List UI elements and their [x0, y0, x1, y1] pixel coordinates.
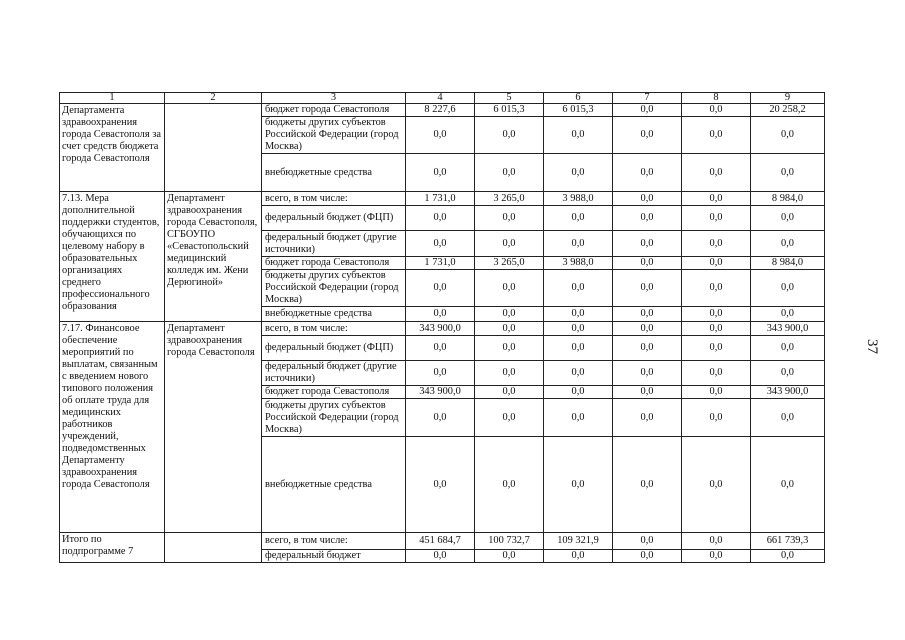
value-cell: 0,0	[406, 231, 475, 257]
value-cell: 0,0	[544, 322, 613, 336]
value-cell: 0,0	[682, 117, 751, 154]
value-cell: 0,0	[613, 270, 682, 307]
value-cell: 0,0	[682, 104, 751, 117]
value-cell: 0,0	[682, 399, 751, 437]
entity-cell: 7.17. Финансовое обеспечение мероприятий по выплатам, связанным с введением нового типового положения об оплате труда для медицинских работников учреждений, подведомственных Департаменту здравоохранения города Севастополя	[60, 322, 165, 533]
value-cell: 100 732,7	[475, 533, 544, 550]
value-cell: 0,0	[475, 361, 544, 386]
funding-source-cell: внебюджетные средства	[262, 437, 406, 533]
value-cell: 0,0	[544, 437, 613, 533]
value-cell: 0,0	[475, 206, 544, 231]
funding-source-cell: внебюджетные средства	[262, 154, 406, 192]
value-cell: 0,0	[682, 322, 751, 336]
funding-source-cell: федеральный бюджет (другие источники)	[262, 361, 406, 386]
value-cell: 0,0	[406, 437, 475, 533]
value-cell: 0,0	[751, 270, 825, 307]
value-cell: 343 900,0	[751, 322, 825, 336]
value-cell: 8 984,0	[751, 192, 825, 206]
value-cell: 0,0	[751, 361, 825, 386]
executor-cell	[165, 533, 262, 563]
table-row	[60, 322, 825, 336]
column-header: 3	[262, 93, 406, 104]
budget-table	[59, 92, 825, 563]
value-cell: 0,0	[475, 154, 544, 192]
column-header: 7	[613, 93, 682, 104]
value-cell: 0,0	[406, 399, 475, 437]
funding-source-cell: бюджеты других субъектов Российской Федерации (город Москва)	[262, 270, 406, 307]
value-cell: 0,0	[613, 231, 682, 257]
funding-source-cell: всего, в том числе:	[262, 322, 406, 336]
funding-source-cell: всего, в том числе:	[262, 533, 406, 550]
funding-source-cell: бюджет города Севастополя	[262, 386, 406, 399]
value-cell: 0,0	[475, 336, 544, 361]
value-cell: 451 684,7	[406, 533, 475, 550]
funding-source-cell: федеральный бюджет	[262, 550, 406, 563]
value-cell: 0,0	[544, 399, 613, 437]
value-cell: 0,0	[613, 307, 682, 322]
value-cell: 0,0	[475, 231, 544, 257]
value-cell: 0,0	[613, 386, 682, 399]
funding-source-cell: всего, в том числе:	[262, 192, 406, 206]
value-cell: 0,0	[613, 336, 682, 361]
value-cell: 0,0	[613, 192, 682, 206]
value-cell: 0,0	[751, 336, 825, 361]
column-header: 6	[544, 93, 613, 104]
value-cell: 0,0	[682, 206, 751, 231]
value-cell: 0,0	[682, 307, 751, 322]
value-cell: 0,0	[544, 270, 613, 307]
value-cell: 0,0	[475, 399, 544, 437]
value-cell: 0,0	[682, 257, 751, 270]
value-cell: 0,0	[613, 257, 682, 270]
value-cell: 3 988,0	[544, 192, 613, 206]
value-cell: 0,0	[406, 154, 475, 192]
value-cell: 0,0	[406, 206, 475, 231]
value-cell: 0,0	[475, 550, 544, 563]
funding-source-cell: внебюджетные средства	[262, 307, 406, 322]
value-cell: 343 900,0	[406, 386, 475, 399]
value-cell: 0,0	[682, 386, 751, 399]
column-header: 1	[60, 93, 165, 104]
value-cell: 0,0	[682, 231, 751, 257]
value-cell: 0,0	[406, 550, 475, 563]
value-cell: 0,0	[544, 117, 613, 154]
value-cell: 0,0	[682, 361, 751, 386]
value-cell: 0,0	[682, 437, 751, 533]
value-cell: 0,0	[613, 361, 682, 386]
value-cell: 0,0	[751, 399, 825, 437]
value-cell: 6 015,3	[475, 104, 544, 117]
value-cell: 0,0	[613, 117, 682, 154]
value-cell: 0,0	[751, 307, 825, 322]
value-cell: 0,0	[613, 154, 682, 192]
funding-source-cell: бюджет города Севастополя	[262, 104, 406, 117]
funding-source-cell: федеральный бюджет (другие источники)	[262, 231, 406, 257]
value-cell: 0,0	[682, 533, 751, 550]
value-cell: 0,0	[682, 270, 751, 307]
value-cell: 0,0	[682, 154, 751, 192]
value-cell: 661 739,3	[751, 533, 825, 550]
value-cell: 0,0	[751, 206, 825, 231]
value-cell: 0,0	[406, 270, 475, 307]
value-cell: 0,0	[613, 104, 682, 117]
value-cell: 3 988,0	[544, 257, 613, 270]
value-cell: 109 321,9	[544, 533, 613, 550]
value-cell: 0,0	[613, 437, 682, 533]
header-row	[60, 93, 825, 104]
value-cell: 0,0	[751, 117, 825, 154]
funding-source-cell: федеральный бюджет (ФЦП)	[262, 206, 406, 231]
value-cell: 0,0	[751, 550, 825, 563]
table-row	[60, 104, 825, 117]
entity-cell: 7.13. Мера дополнительной поддержки студентов, обучающихся по целевому набору в образовательных организациях среднего профессионального образования	[60, 192, 165, 322]
value-cell: 0,0	[544, 386, 613, 399]
value-cell: 0,0	[544, 154, 613, 192]
value-cell: 6 015,3	[544, 104, 613, 117]
value-cell: 0,0	[406, 117, 475, 154]
value-cell: 0,0	[544, 231, 613, 257]
value-cell: 0,0	[475, 386, 544, 399]
value-cell: 0,0	[544, 361, 613, 386]
value-cell: 0,0	[406, 336, 475, 361]
column-header: 9	[751, 93, 825, 104]
column-header: 2	[165, 93, 262, 104]
value-cell: 0,0	[475, 322, 544, 336]
value-cell: 8 984,0	[751, 257, 825, 270]
value-cell: 0,0	[544, 550, 613, 563]
value-cell: 0,0	[544, 307, 613, 322]
value-cell: 0,0	[406, 307, 475, 322]
value-cell: 0,0	[613, 550, 682, 563]
value-cell: 0,0	[475, 117, 544, 154]
value-cell: 0,0	[751, 154, 825, 192]
value-cell: 20 258,2	[751, 104, 825, 117]
entity-cell: Департамента здравоохранения города Севастополя за счет средств бюджета города Севастополя	[60, 104, 165, 192]
value-cell: 8 227,6	[406, 104, 475, 117]
value-cell: 0,0	[613, 533, 682, 550]
value-cell: 0,0	[475, 307, 544, 322]
executor-cell	[165, 104, 262, 192]
value-cell: 0,0	[682, 192, 751, 206]
column-header: 4	[406, 93, 475, 104]
column-header: 8	[682, 93, 751, 104]
value-cell: 0,0	[751, 437, 825, 533]
funding-source-cell: бюджеты других субъектов Российской Федерации (город Москва)	[262, 399, 406, 437]
executor-cell: Департамент здравоохранения города Севастополя	[165, 322, 262, 533]
value-cell: 0,0	[544, 206, 613, 231]
value-cell: 0,0	[613, 322, 682, 336]
funding-source-cell: бюджеты других субъектов Российской Федерации (город Москва)	[262, 117, 406, 154]
entity-cell: Итого по подпрограмме 7	[60, 533, 165, 563]
value-cell: 0,0	[475, 437, 544, 533]
page-number: 37	[864, 339, 880, 354]
value-cell: 343 900,0	[406, 322, 475, 336]
value-cell: 0,0	[682, 336, 751, 361]
value-cell: 343 900,0	[751, 386, 825, 399]
value-cell: 0,0	[613, 206, 682, 231]
funding-source-cell: бюджет города Севастополя	[262, 257, 406, 270]
value-cell: 3 265,0	[475, 257, 544, 270]
value-cell: 0,0	[682, 550, 751, 563]
value-cell: 3 265,0	[475, 192, 544, 206]
value-cell: 1 731,0	[406, 257, 475, 270]
funding-source-cell: федеральный бюджет (ФЦП)	[262, 336, 406, 361]
column-header: 5	[475, 93, 544, 104]
table-row	[60, 192, 825, 206]
value-cell: 0,0	[544, 336, 613, 361]
value-cell: 0,0	[475, 270, 544, 307]
executor-cell: Департамент здравоохранения города Севастополя, СГБОУПО «Севастопольский медицинский колледж им. Жени Дерюгиной»	[165, 192, 262, 322]
value-cell: 0,0	[613, 399, 682, 437]
value-cell: 0,0	[406, 361, 475, 386]
table-row	[60, 533, 825, 550]
value-cell: 1 731,0	[406, 192, 475, 206]
value-cell: 0,0	[751, 231, 825, 257]
